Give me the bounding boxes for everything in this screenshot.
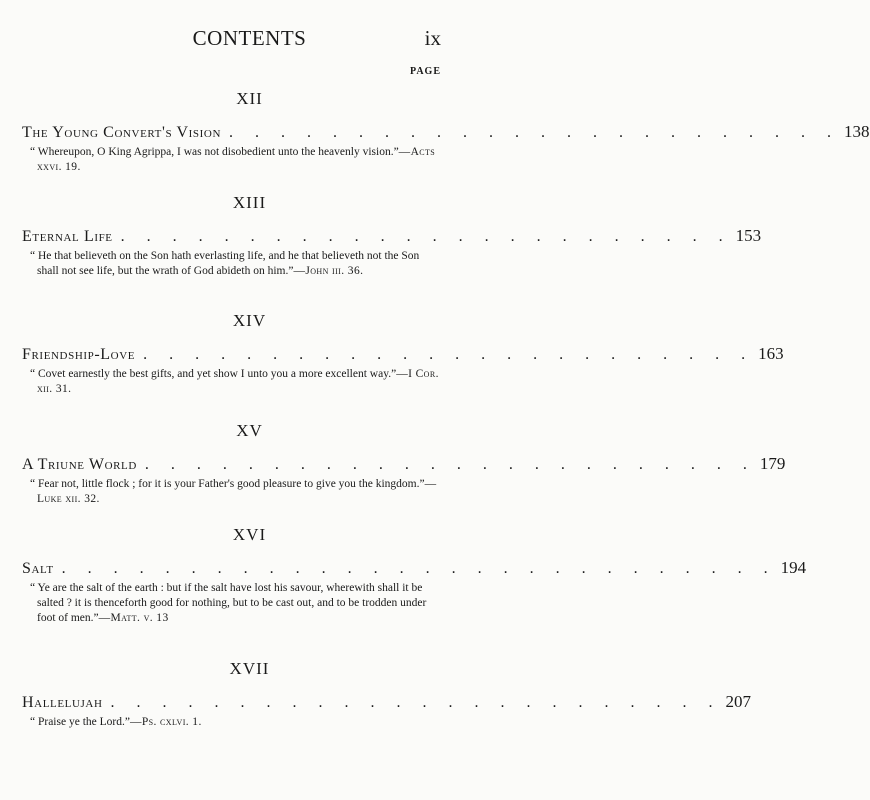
dot-leader: . . . . . . . . . . . . . . . . . . . . . . . . <box>143 346 755 363</box>
chapter-page: 153 <box>735 226 762 245</box>
contents-entry <box>22 120 870 144</box>
epigraph-text: “ He that believeth on the Son hath everlasting life, and he that believeth not the Son shall not see life, but the wrath of God abideth on him.” <box>30 250 420 277</box>
chapter-page: 207 <box>725 692 751 711</box>
page-column-label: PAGE <box>409 66 441 77</box>
contents-section-xvi <box>0 524 807 626</box>
epigraph-text: “ Ye are the salt of the earth : but if the salt have lost his savour, wherewith shall it be salted ? it is thenceforth good for nothing, but to be cast out, and to be trodden under foot of men.” <box>30 582 427 624</box>
scripture-reference: —John iii. 36. <box>293 265 364 277</box>
chapter-title: The Young Convert's Vision <box>22 124 221 141</box>
chapter-title: A Triune World <box>22 456 137 473</box>
epigraph <box>30 145 441 175</box>
chapter-numeral: XIV <box>232 311 267 330</box>
chapter-title: Friendship-Love <box>22 346 136 363</box>
epigraph <box>30 715 441 730</box>
scripture-reference: —I Cor. xii. 31. <box>37 368 439 395</box>
contents-section-xii <box>0 88 870 175</box>
contents-entry <box>22 556 807 580</box>
contents-section-xiv <box>0 310 784 397</box>
scripture-reference: —Acts xxvi. 19. <box>37 146 436 173</box>
chapter-page: 138 <box>844 122 870 141</box>
contents-section-xiii <box>0 192 762 279</box>
scripture-reference: —Luke xii. 32. <box>37 478 437 505</box>
epigraph-text: “ Covet earnestly the best gifts, and yet show I unto you a more excellent way.” <box>30 368 397 380</box>
epigraph-text: “ Fear not, little flock ; for it is your Father's good pleasure to give you the kingdom.” <box>30 478 425 490</box>
epigraph <box>30 367 441 397</box>
contents-section-xv <box>0 420 786 507</box>
epigraph <box>30 249 441 279</box>
contents-entry <box>22 690 751 714</box>
chapter-page: 194 <box>780 558 807 577</box>
scripture-reference: —Matt. v. 13 <box>98 612 169 624</box>
epigraph-text: “ Whereupon, O King Agrippa, I was not disobedient unto the heavenly vision.” <box>30 146 399 158</box>
epigraph <box>30 581 441 626</box>
dot-leader: . . . . . . . . . . . . . . . . . . . . . . . . . . . . <box>61 560 777 577</box>
chapter-numeral: XIII <box>232 193 267 212</box>
contents-entry <box>22 342 784 366</box>
dot-leader: . . . . . . . . . . . . . . . . . . . . . . . . <box>229 124 840 141</box>
dot-leader: . . . . . . . . . . . . . . . . . . . . . . . . <box>110 694 722 711</box>
epigraph <box>30 477 441 507</box>
running-title: CONTENTS <box>192 26 307 50</box>
contents-entry <box>22 452 786 476</box>
scripture-reference: —Ps. cxlvi. 1. <box>129 716 202 728</box>
page-number: ix <box>424 26 441 50</box>
chapter-title: Salt <box>22 560 54 577</box>
contents-entry <box>22 224 762 248</box>
chapter-page: 163 <box>758 344 784 363</box>
chapter-title: Hallelujah <box>22 694 103 711</box>
epigraph-text: “ Praise ye the Lord.” <box>30 716 130 728</box>
chapter-page: 179 <box>759 454 786 473</box>
dot-leader: . . . . . . . . . . . . . . . . . . . . . . . . <box>120 228 732 245</box>
dot-leader: . . . . . . . . . . . . . . . . . . . . . . . . <box>144 456 756 473</box>
chapter-numeral: XV <box>236 421 263 440</box>
chapter-title: Eternal Life <box>22 228 113 245</box>
chapter-numeral: XVI <box>232 525 267 544</box>
chapter-numeral: XII <box>236 89 263 108</box>
chapter-numeral: XVII <box>229 659 270 678</box>
contents-section-xvii <box>0 658 751 730</box>
